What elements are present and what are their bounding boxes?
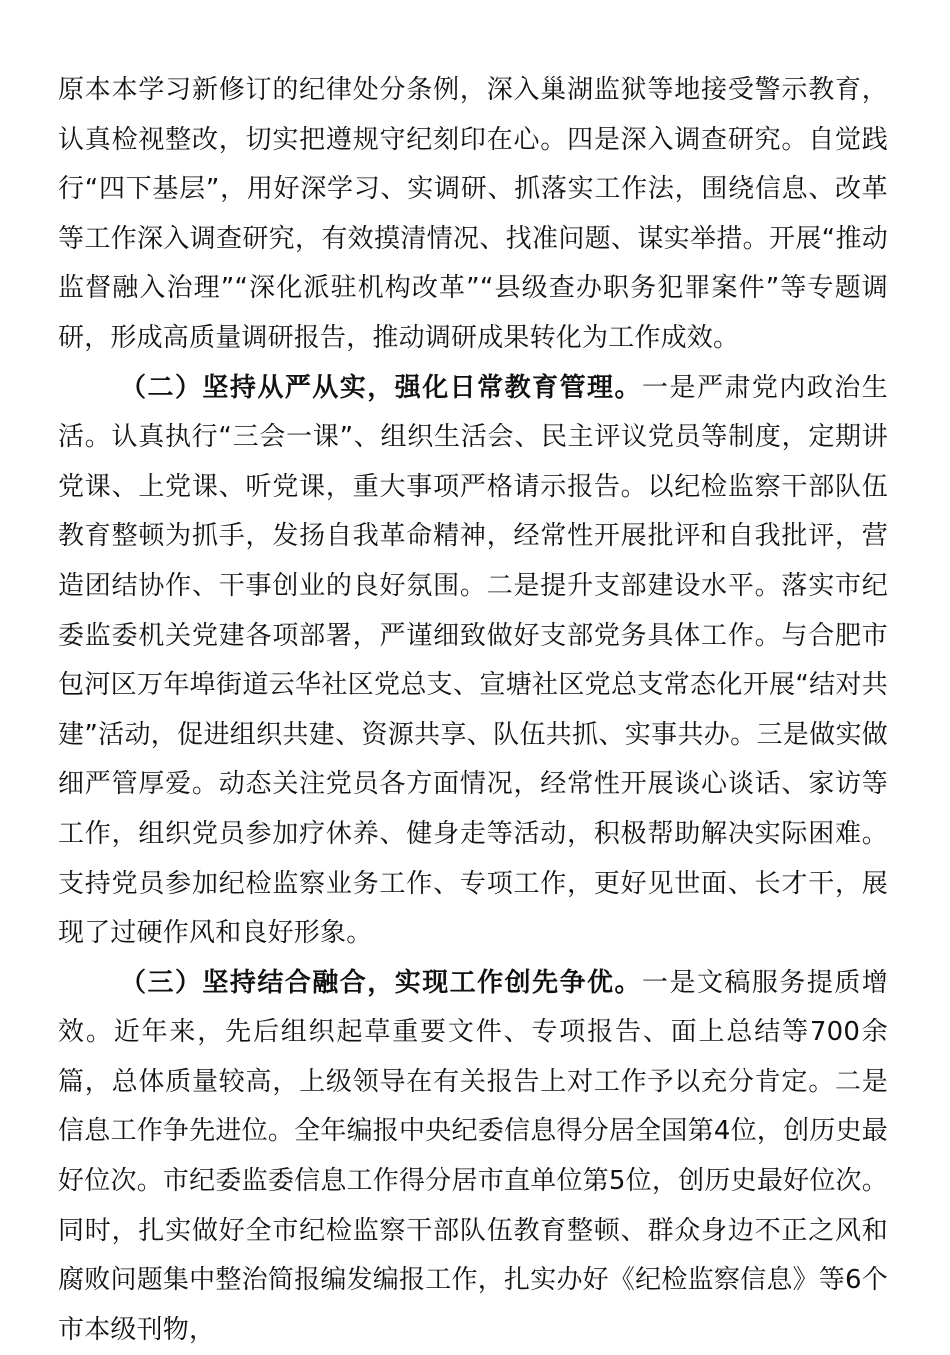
- paragraph-body: 一是严肃党内政治生活。认真执行“三会一课”、组织生活会、民主评议党员等制度，定期讲党课、上党课、听党课，重大事项严格请示报告。以纪检监察干部队伍教育整顿为抓手，发扬自我革命精神，经常性开展批评和自我批评，营造团结协作、干事创业的良好氛围。二是提升支部建设水平。落实市纪委监委机关党建各项部署，严谨细致做好支部党务具体工作。与合肥市包河区万年埠街道云华社区党总支、宣塘社区党总支常态化开展“结对共建”活动，促进组织共建、资源共享、队伍共抓、实事共办。三是做实做细严管厚爱。动态关注党员各方面情况，经常性开展谈心谈话、家访等工作，组织党员参加疗休养、健身走等活动，积极帮助解决实际困难。支持党员参加纪检监察业务工作、专项工作，更好见世面、长才干，展现了过硬作风和良好形象。: [58, 372, 888, 949]
- section-heading: （二）坚持从严从实，强化日常教育管理。: [120, 372, 642, 403]
- document-body: [58, 66, 888, 1355]
- paragraph-body: 一是文稿服务提质增效。近年来，先后组织起草重要文件、专项报告、面上总结等700余篇，总体质量较高，上级领导在有关报告上对工作予以充分肯定。二是信息工作争先进位。全年编报中央纪委信息得分居全国第4位，创历史最好位次。市纪委监委信息工作得分居市直单位第5位，创历史最好位次。同时，扎实做好全市纪检监察干部队伍教育整顿、群众身边不正之风和腐败问题集中整治简报编发编报工作，扎实办好《纪检监察信息》等6个市本级刊物，: [58, 967, 888, 1345]
- paragraph-body: 原本本学习新修订的纪律处分条例，深入巢湖监狱等地接受警示教育，认真检视整改，切实把遵规守纪刻印在心。四是深入调查研究。自觉践行“四下基层”，用好深学习、实调研、抓落实工作法，围绕信息、改革等工作深入调查研究，有效摸清情况、找准问题、谋实举措。开展“推动监督融入治理”“深化派驻机构改革”“县级查办职务犯罪案件”等专题调研，形成高质量调研报告，推动调研成果转化为工作成效。: [58, 75, 888, 353]
- paragraph-continuation: [58, 66, 888, 364]
- section-heading: （三）坚持结合融合，实现工作创先争优。: [120, 967, 642, 998]
- paragraph-section-2: [58, 364, 888, 959]
- paragraph-section-3: [58, 959, 888, 1355]
